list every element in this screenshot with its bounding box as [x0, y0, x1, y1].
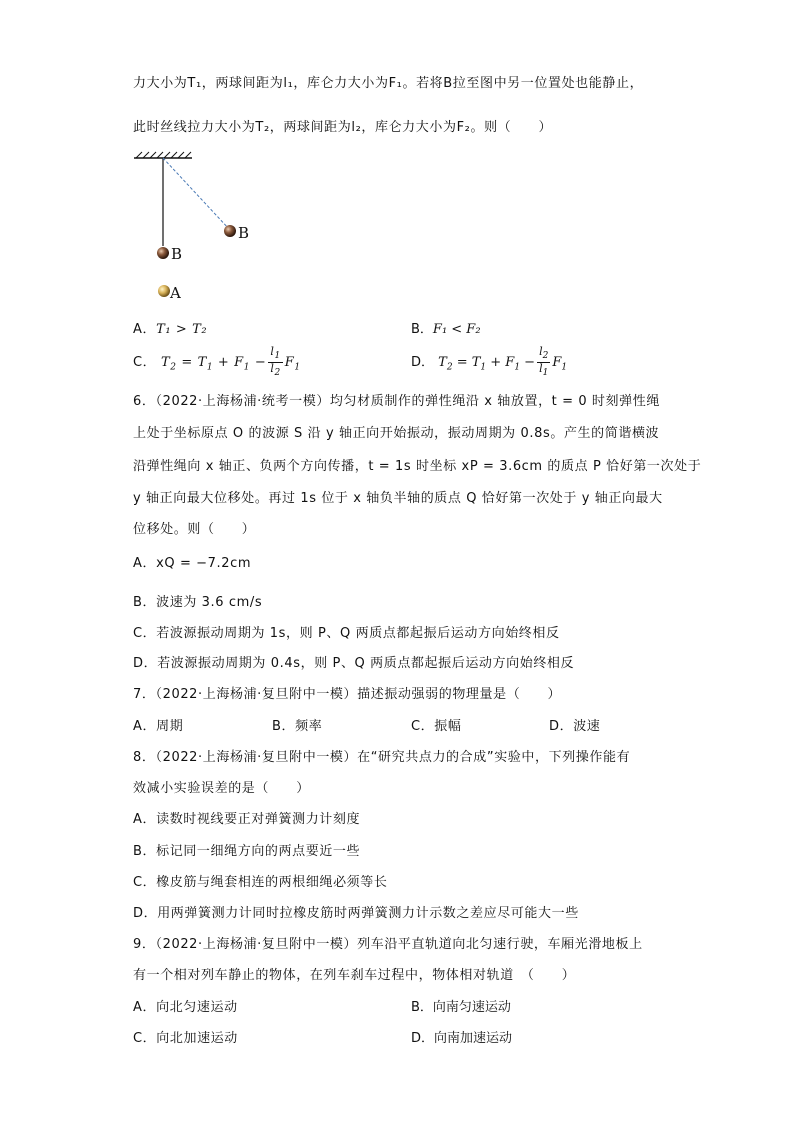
q5-stem-line-1: 力大小为T₁，两球间距为l₁，库仑力大小为F₁。若将B拉至图中另一位置处也能静止， [133, 76, 644, 91]
q6-option-b: B．波速为 3.6 cm/s [133, 595, 263, 610]
q9-option-c: C．向北加速运动 [133, 1031, 238, 1046]
q7-option-b: B．频率 [272, 719, 323, 734]
q5-option-c: C． $T_2 = T_1 + F_1$ − $\frac{l_1}{l_2}$ $F_1$ [133, 345, 301, 379]
q6-stem-line-1: 6．（2022·上海杨浦·统考一模）均匀材质制作的弹性绳沿 x 轴放置，t = 0 时刻弹性绳 [133, 394, 660, 409]
q5-option-d: D． $T_2 = T_1 + F_1$ − $\frac{l_2}{l_1}$ $F_1$ [411, 345, 568, 379]
label-a: A [170, 284, 181, 302]
q6-stem-line-5: 位移处。则（ ） [133, 522, 256, 537]
q9-stem-line-1: 9．（2022·上海杨浦·复旦附中一模）列车沿平直轨道向北匀速行驶，车厢光滑地板上 [133, 937, 643, 952]
label-b-lower: B [171, 245, 183, 263]
q9-option-b: B．向南匀速运动 [411, 1000, 511, 1015]
q8-stem-line-2: 效减小实验误差的是（ ） [133, 781, 310, 796]
q7-option-c: C．振幅 [411, 719, 462, 734]
label-b-upper: B [238, 224, 250, 242]
dashed-string [163, 158, 230, 230]
q6-option-a: A．xQ = −7.2cm [133, 556, 252, 571]
q5-stem-line-2: 此时丝线拉力大小为T₂，两球间距为l₂，库仑力大小为F₂。则（ ） [133, 120, 553, 135]
q6-option-d: D．若波源振动周期为 0.4s，则 P、Q 两质点都起振后运动方向始终相反 [133, 656, 575, 671]
q9-option-a: A．向北匀速运动 [133, 1000, 238, 1015]
q6-stem-line-2: 上处于坐标原点 O 的波源 S 沿 y 轴正向开始振动，振动周期为 0.8s。产生的简谐横波 [133, 426, 660, 441]
q5-option-a: A．T₁ > T₂ [133, 322, 208, 337]
q5-option-b: B．F₁ < F₂ [411, 322, 481, 337]
ball-b-lower [157, 247, 169, 259]
q7-option-d: D．波速 [549, 719, 601, 734]
ball-a [158, 285, 170, 297]
q9-option-d: D．向南加速运动 [411, 1031, 513, 1046]
q8-option-b: B．标记同一细绳方向的两点要近一些 [133, 844, 361, 859]
q6-stem-line-3: 沿弹性绳向 x 轴正、负两个方向传播，t = 1s 时坐标 xP = 3.6cm 的质点 P 恰好第一次处于 [133, 459, 702, 474]
q7-option-a: A．周期 [133, 719, 184, 734]
ball-b-upper [224, 225, 236, 237]
q7-stem: 7．（2022·上海杨浦·复旦附中一模）描述振动强弱的物理量是（ ） [133, 687, 562, 702]
q8-option-a: A．读数时视线要正对弹簧测力计刻度 [133, 812, 361, 827]
q6-stem-line-4: y 轴正向最大位移处。再过 1s 位于 x 轴负半轴的质点 Q 恰好第一次处于 y 轴正向最大 [133, 491, 663, 506]
q8-option-d: D．用两弹簧测力计同时拉橡皮筋时两弹簧测力计示数之差应尽可能大一些 [133, 906, 579, 921]
q9-stem-line-2: 有一个相对列车静止的物体，在列车刹车过程中，物体相对轨道 （ ） [133, 968, 576, 983]
q8-option-c: C．橡皮筋与绳套相连的两根细绳必须等长 [133, 875, 388, 890]
pendulum-figure [126, 146, 266, 306]
q6-option-c: C．若波源振动周期为 1s，则 P、Q 两质点都起振后运动方向始终相反 [133, 626, 560, 641]
ceiling-hatch [134, 152, 192, 158]
q8-stem-line-1: 8．（2022·上海杨浦·复旦附中一模）在“研究共点力的合成”实验中，下列操作能有 [133, 750, 631, 765]
